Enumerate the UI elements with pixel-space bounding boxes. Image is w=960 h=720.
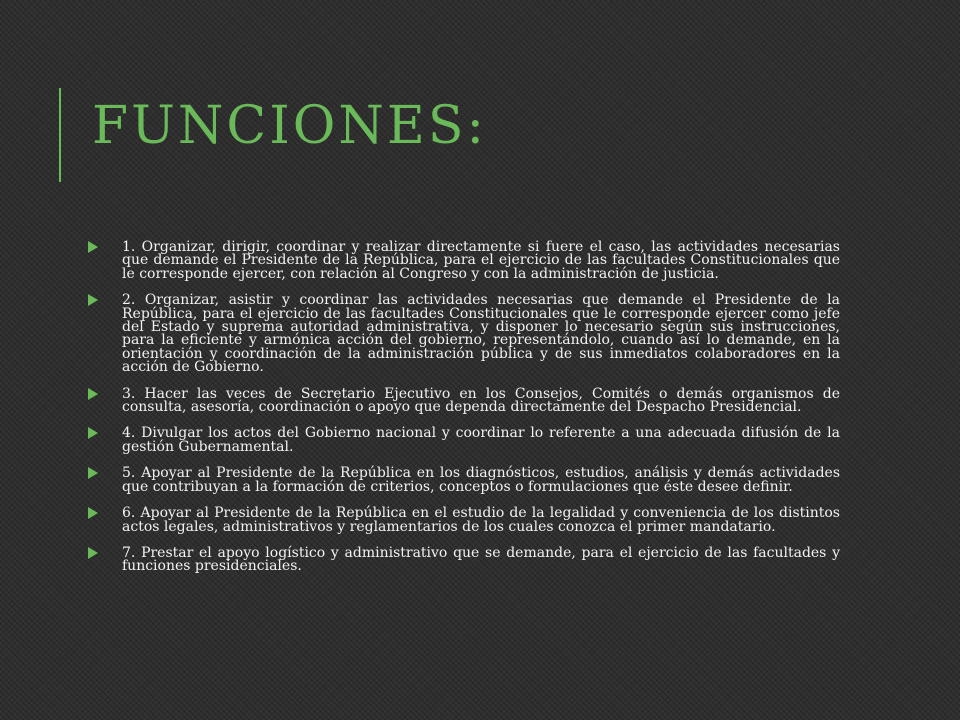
list-item — [88, 507, 840, 534]
triangle-right-icon — [88, 427, 98, 439]
triangle-right-icon — [88, 507, 98, 519]
functions-list — [88, 241, 840, 587]
list-item-text: 6. Apoyar al Presidente de la República en el estudio de la legalidad y conveniencia de los distintos actos legales, administrativos y reglamentarios de los cuales conozca el primer mandatario. — [122, 505, 840, 535]
list-item — [88, 385, 840, 416]
slide-title: FUNCIONES: — [92, 96, 487, 156]
triangle-right-icon — [88, 294, 98, 306]
list-item-text: 2. Organizar, asistir y coordinar las actividades necesarias que demande el Presidente de la República, para el ejercicio de las facultades Constitucionales que le corresponde ejercer como jefe del Estado y suprema autoridad administrativa, y disponer lo necesario según sus instrucciones, para la eficiente y armónica acción del gobierno, representándolo, cuando así lo demande, en la orientación y coordinación de la administración pública y de sus inmediatos colaboradores en la acción de Gobierno. — [122, 292, 840, 376]
list-item — [88, 427, 840, 454]
triangle-right-icon — [88, 388, 98, 400]
list-item-text: 4. Divulgar los actos del Gobierno nacional y coordinar lo referente a una adecuada difusión de la gestión Gubernamental. — [122, 425, 840, 455]
triangle-right-icon — [88, 467, 98, 479]
list-item-text: 3. Hacer las veces de Secretario Ejecutivo en los Consejos, Comités o demás organismos de consulta, asesoría, coordinación o apoyo que dependa directamente del Despacho Presidencial. — [122, 385, 840, 416]
list-item — [88, 467, 840, 494]
list-item-text: 5. Apoyar al Presidente de la República en los diagnósticos, estudios, análisis y demás actividades que contribuyan a la formación de criterios, conceptos o formulaciones que éste desee definir. — [122, 465, 840, 495]
triangle-right-icon — [88, 547, 98, 559]
triangle-right-icon — [88, 241, 98, 253]
list-item — [88, 241, 840, 281]
list-item — [88, 544, 840, 575]
list-item-text: 7. Prestar el apoyo logístico y administrativo que se demande, para el ejercicio de las facultades y funciones presidenciales. — [122, 544, 840, 575]
list-item — [88, 294, 840, 374]
title-accent-bar — [59, 88, 61, 182]
list-item-text: 1. Organizar, dirigir, coordinar y realizar directamente si fuere el caso, las actividades necesarias que demande el Presidente de la República, para el ejercicio de las facultades Constitucionales que le corresponde ejercer, con relación al Congreso y con la administración de justicia. — [122, 239, 840, 282]
